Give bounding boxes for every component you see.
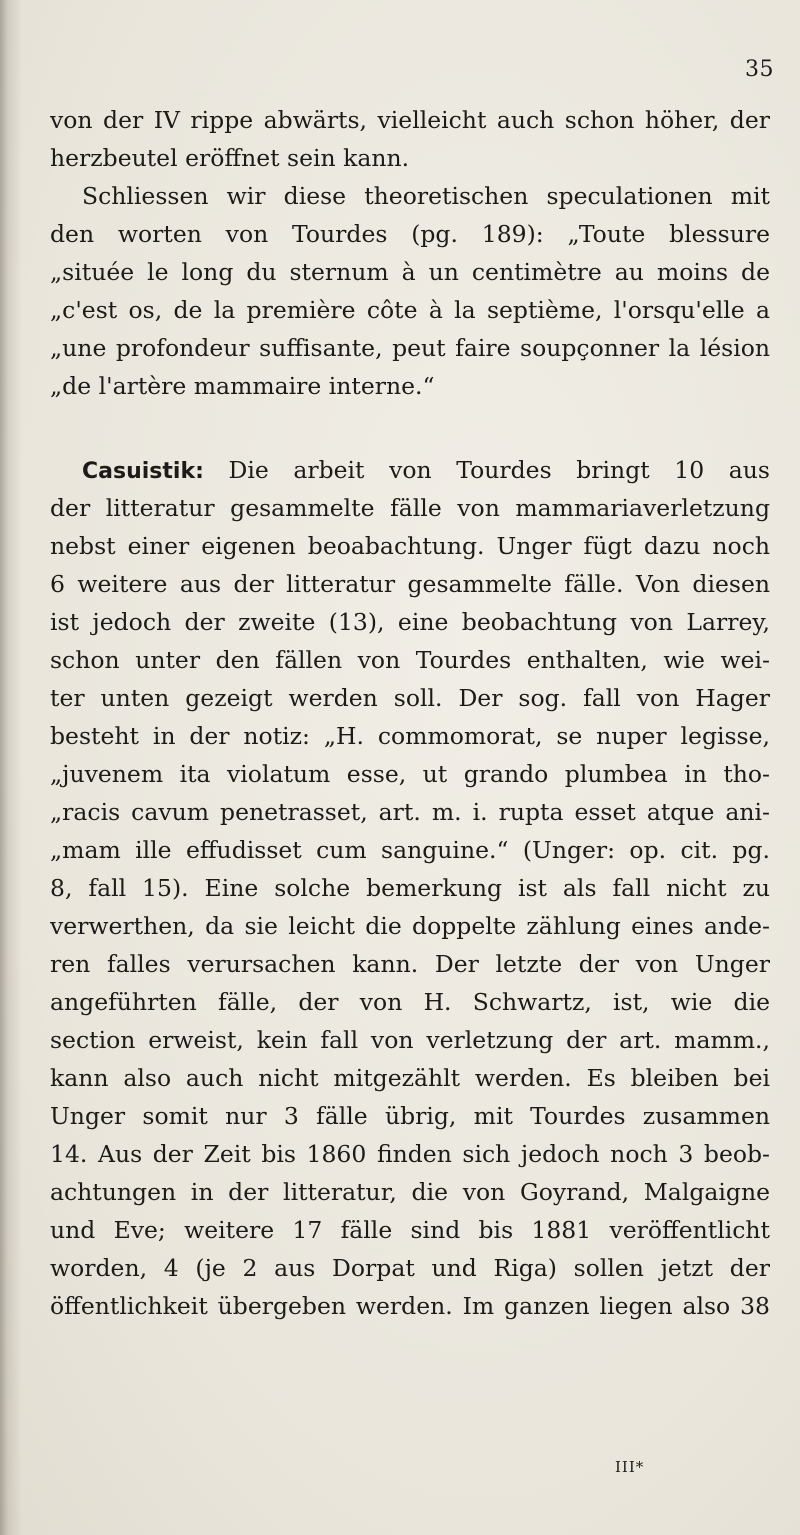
text-line: Unger somit nur 3 fälle übrig, mit Tourdes zusammen [50,1102,770,1130]
text-line: Schliessen wir diese theoretischen speculationen mit [82,182,770,210]
text-line: „une profondeur suffisante, peut faire soupçonner la lésion [50,334,770,362]
text-line: besteht in der notiz: „H. commomorat, se nuper legisse, [50,722,770,750]
paragraph-gap [50,405,770,451]
text-line: der litteratur gesammelte fälle von mammariaverletzung [50,494,770,522]
text-line: ist jedoch der zweite (13), eine beobachtung von Larrey, [50,608,770,636]
text-line: angeführten fälle, der von H. Schwartz, ist, wie die [50,988,770,1016]
text-line: schon unter den fällen von Tourdes enthalten, wie wei- [50,646,770,674]
text-line: section erweist, kein fall von verletzung der art. mamm., [50,1026,770,1054]
text-line: nebst einer eigenen beoabachtung. Unger fügt dazu noch [50,532,770,560]
text-line: „juvenem ita violatum esse, ut grando plumbea in tho- [50,760,770,788]
text-line: herzbeutel eröffnet sein kann. [50,144,410,172]
casuistik-heading: Casuistik: [82,459,204,484]
text-line: öffentlichkeit übergeben werden. Im ganzen liegen also 38 [50,1292,770,1320]
text-line: „c'est os, de la première côte à la septième, l'orsqu'elle a [50,296,770,324]
text-line: 14. Aus der Zeit bis 1860 finden sich jedoch noch 3 beob- [50,1140,770,1168]
text-line: von der IV rippe abwärts, vielleicht auch schon höher, der [50,106,770,134]
signature-mark: III* [615,1458,645,1476]
text-line: „racis cavum penetrasset, art. m. i. rupta esset atque ani- [50,798,770,826]
text-line: „située le long du sternum à un centimètre au moins de [50,258,770,286]
text-line: den worten von Tourdes (pg. 189): „Toute blessure [50,220,770,248]
text-line: worden, 4 (je 2 aus Dorpat und Riga) sollen jetzt der [50,1254,770,1282]
casuistik-first-line [50,451,770,489]
text-line: achtungen in der litteratur, die von Goyrand, Malgaigne [50,1178,770,1206]
text-line: 6 weitere aus der litteratur gesammelte fälle. Von diesen [50,570,770,598]
body-text [50,101,770,1325]
text-line: verwerthen, da sie leicht die doppelte zählung eines ande- [50,912,770,940]
text-line: ren falles verursachen kann. Der letzte der von Unger [50,950,770,978]
text-line: ter unten gezeigt werden soll. Der sog. fall von Hager [50,684,770,712]
casuistik-first-line-text: Die arbeit von Tourdes bringt 10 aus [203,456,770,484]
text-line: kann also auch nicht mitgezählt werden. Es bleiben bei [50,1064,770,1092]
text-line: 8, fall 15). Eine solche bemerkung ist als fall nicht zu [50,874,770,902]
text-line: und Eve; weitere 17 fälle sind bis 1881 veröffentlicht [50,1216,770,1244]
text-line: „de l'artère mammaire interne.“ [50,372,435,400]
page-number: 35 [745,57,774,82]
text-line: „mam ille effudisset cum sanguine.“ (Unger: op. cit. pg. [50,836,770,864]
